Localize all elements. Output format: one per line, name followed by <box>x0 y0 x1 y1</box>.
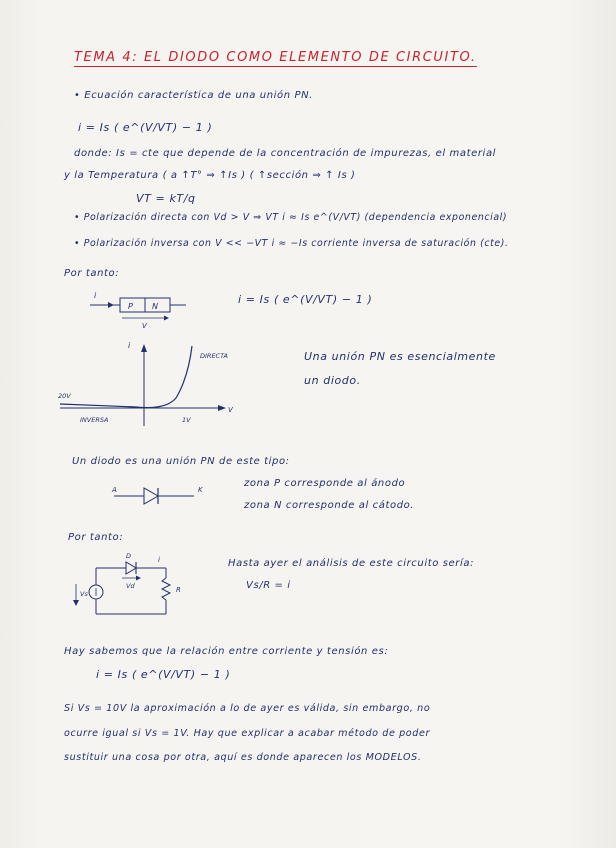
junction-n-label: N <box>152 302 158 311</box>
iv-inverse-label: INVERSA <box>80 416 109 424</box>
diode-symbol-diagram <box>104 480 214 512</box>
iv-direct-label: DIRECTA <box>200 352 228 360</box>
line-relation: Hay sabemos que la relación entre corriente y tensión es: <box>64 646 389 657</box>
diode-cathode-label: K <box>198 486 203 494</box>
page-title: TEMA 4: EL DIODO COMO ELEMENTO DE CIRCUITO. <box>74 50 477 65</box>
iv-left-voltage: 20V <box>58 392 71 400</box>
formula-diode-current: i = Is ( e^(V/VT) − 1 ) <box>78 121 213 134</box>
line-analysis-yesterday: Hasta ayer el análisis de este circuito sería: <box>228 558 475 569</box>
iv-x-label: V <box>228 406 233 414</box>
circuit-vs-label: Vs <box>80 590 88 598</box>
iv-right-voltage: 1V <box>182 416 191 424</box>
line-models: sustituir una cosa por otra, aquí es donde aparecen los MODELOS. <box>64 752 422 763</box>
circuit-r-label: R <box>176 586 181 594</box>
circuit-current-label: i <box>158 556 160 564</box>
junction-p-label: P <box>128 302 133 311</box>
formula-diode-current-2: i = Is ( e^(V/VT) − 1 ) <box>238 293 373 306</box>
line-characteristic-equation: • Ecuación característica de una unión PN. <box>74 90 313 101</box>
line-pn-is-diode-2: un diodo. <box>304 374 361 387</box>
line-direct-bias: • Polarización directa con Vd > V ⇒ VT i ≈ Is e^(V/VT) (dependencia exponencial) <box>74 212 508 223</box>
junction-current-label: i <box>94 291 97 300</box>
iv-y-label: i <box>128 341 131 350</box>
line-diode-is-junction: Un diodo es una unión PN de este tipo: <box>72 456 290 467</box>
circuit-diode-label: D <box>126 552 132 560</box>
line-por-tanto-2: Por tanto: <box>68 532 124 543</box>
line-is-definition: donde: Is = cte que depende de la concentración de impurezas, el material <box>74 148 497 159</box>
circuit-vd-label: Vd <box>126 582 135 590</box>
formula-vt: VT = kT/q <box>136 192 196 205</box>
diode-anode-label: A <box>112 486 117 494</box>
line-reverse-bias: • Polarización inversa con V << −VT i ≈ −Is corriente inversa de saturación (cte). <box>74 238 509 249</box>
iv-curve-diagram <box>56 336 246 430</box>
formula-ohm: Vs/R = i <box>246 580 291 591</box>
line-approximation-2: ocurre igual si Vs = 1V. Hay que explicar a acabar método de poder <box>64 728 431 739</box>
line-n-cathode: zona N corresponde al cátodo. <box>244 500 415 511</box>
formula-diode-current-3: i = Is ( e^(V/VT) − 1 ) <box>96 668 231 681</box>
line-por-tanto-1: Por tanto: <box>64 268 120 279</box>
junction-voltage-label: V <box>142 322 147 330</box>
diode-circuit-diagram <box>70 546 200 622</box>
line-temperature: y la Temperatura ( a ↑T° ⇒ ↑Is ) ( ↑sección ⇒ ↑ Is ) <box>64 170 356 181</box>
pn-junction-diagram <box>86 285 206 330</box>
line-approximation-1: Si Vs = 10V la aproximación a lo de ayer es válida, sin embargo, no <box>64 703 431 714</box>
line-p-anode: zona P corresponde al ánodo <box>244 478 406 489</box>
line-pn-is-diode: Una unión PN es esencialmente <box>304 350 496 363</box>
